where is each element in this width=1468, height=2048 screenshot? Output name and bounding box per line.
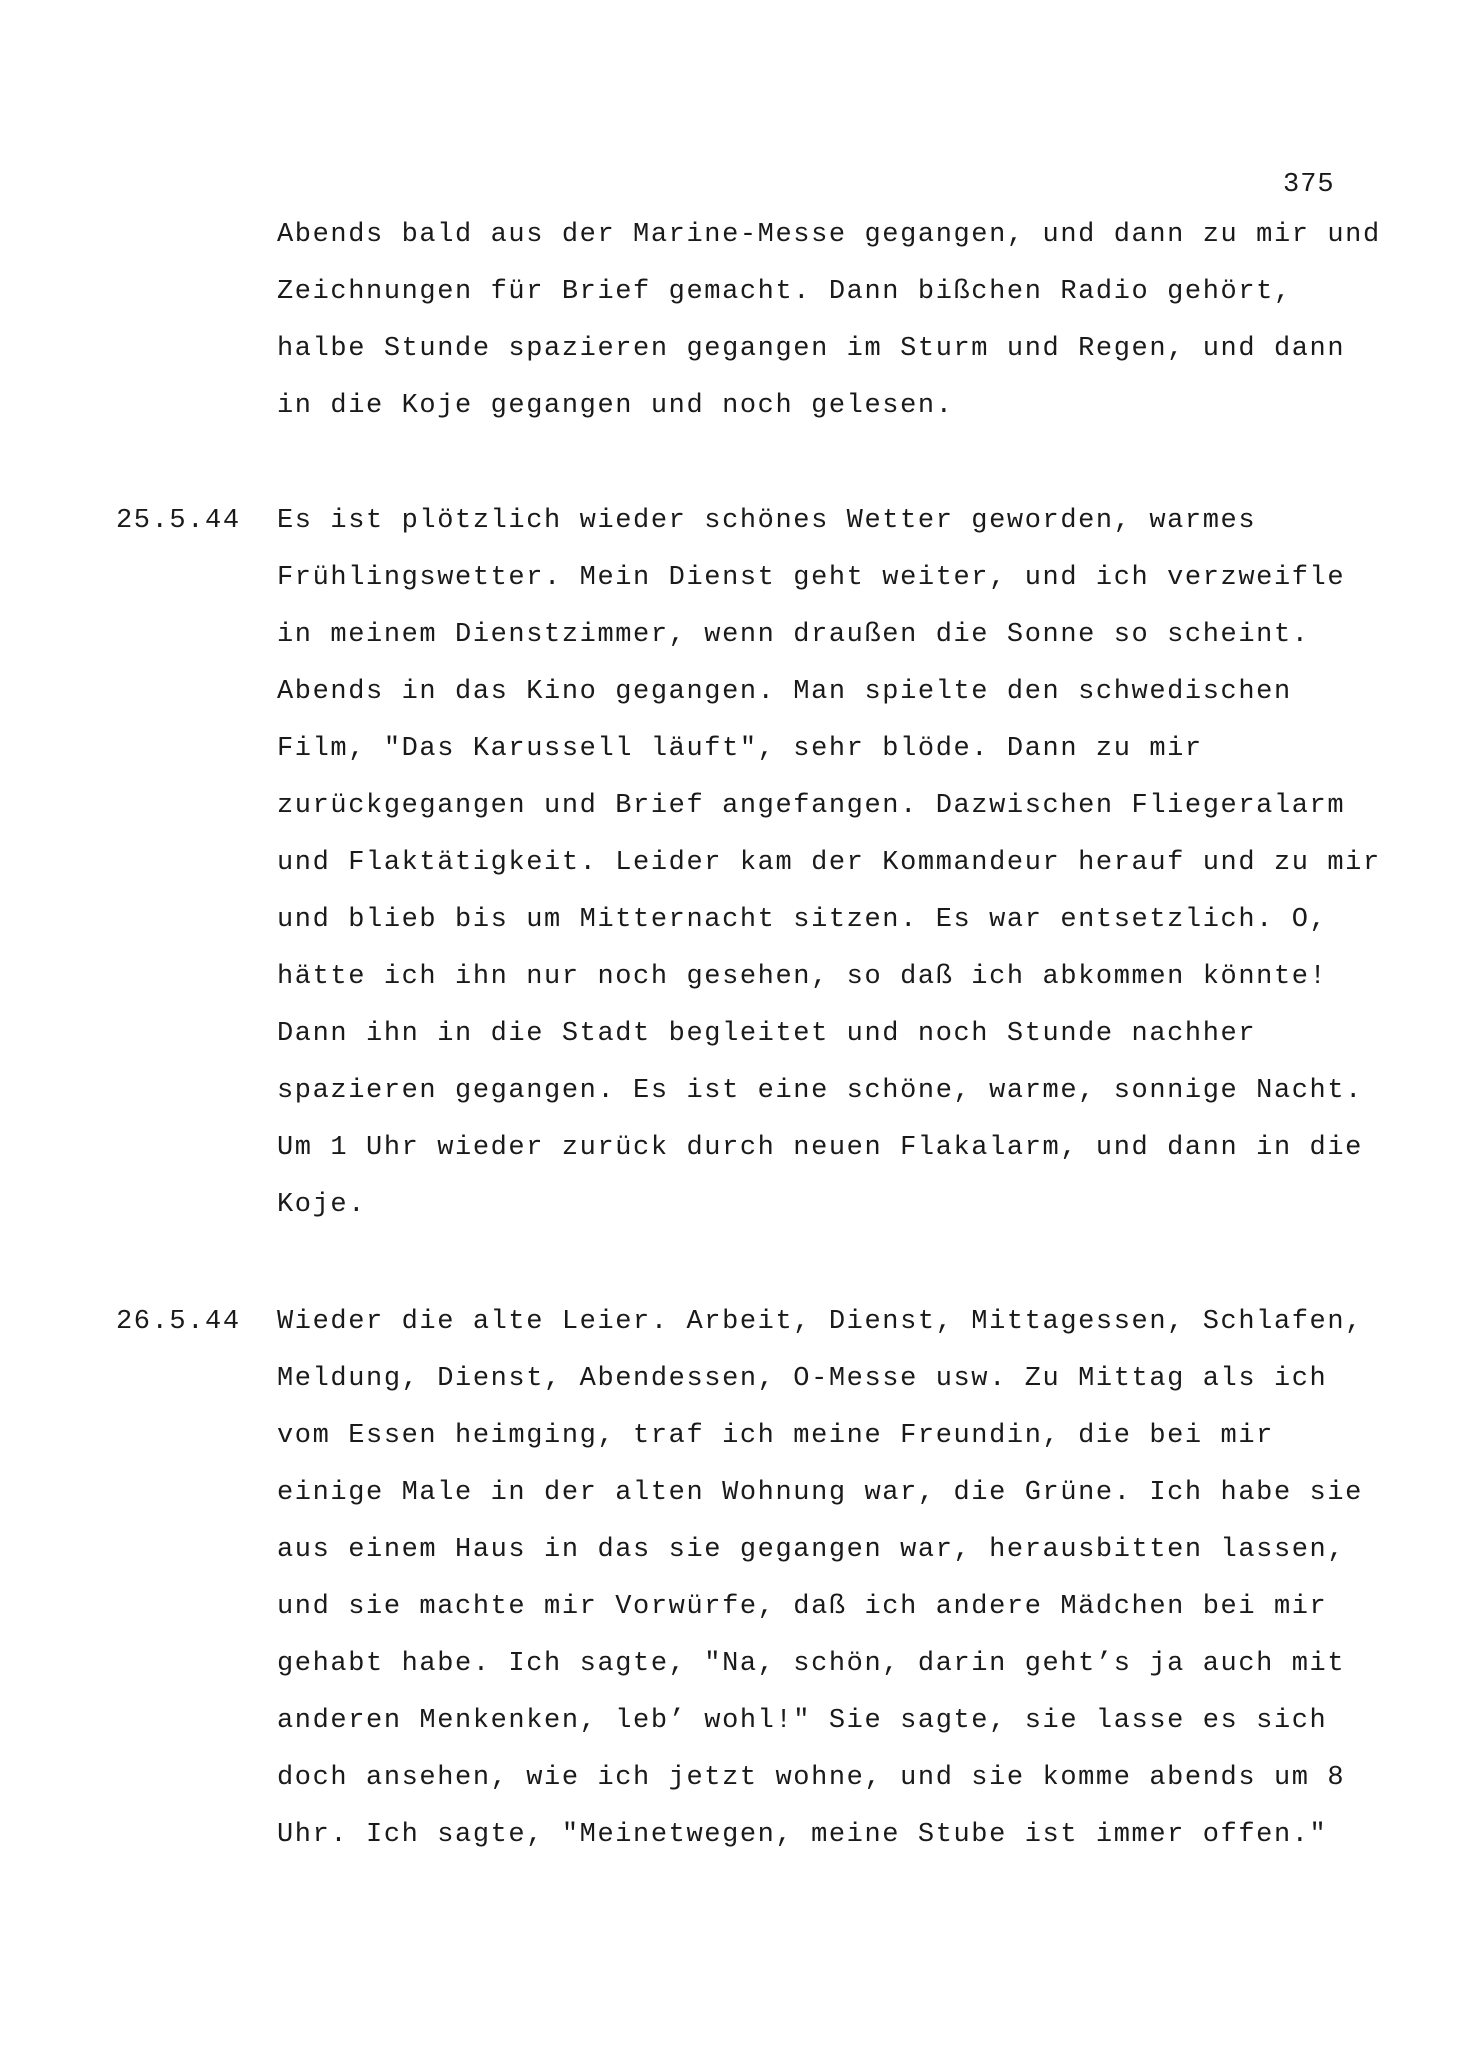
text-line: aus einem Haus in das sie gegangen war, herausbitten lassen, — [277, 1535, 1346, 1565]
text-line: halbe Stunde spazieren gegangen im Sturm und Regen, und dann — [277, 334, 1346, 364]
text-line: Es ist plötzlich wieder schönes Wetter geworden, warmes — [277, 506, 1257, 536]
entry-date: 25.5.44 — [116, 506, 241, 536]
text-line: doch ansehen, wie ich jetzt wohne, und sie komme abends um 8 — [277, 1763, 1346, 1793]
text-line: anderen Menkenken, leb’ wohl!" Sie sagte, sie lasse es sich — [277, 1706, 1328, 1736]
text-line: spazieren gegangen. Es ist eine schöne, warme, sonnige Nacht. — [277, 1076, 1363, 1106]
text-line: und Flaktätigkeit. Leider kam der Kommandeur herauf und zu mir — [277, 848, 1381, 878]
text-line: zurückgegangen und Brief angefangen. Dazwischen Fliegeralarm — [277, 791, 1346, 821]
text-line: Abends in das Kino gegangen. Man spielte den schwedischen — [277, 677, 1292, 707]
text-line: Wieder die alte Leier. Arbeit, Dienst, Mittagessen, Schlafen, — [277, 1307, 1363, 1337]
text-line: vom Essen heimging, traf ich meine Freundin, die bei mir — [277, 1421, 1274, 1451]
text-line: gehabt habe. Ich sagte, "Na, schön, darin geht’s ja auch mit — [277, 1649, 1346, 1679]
text-line: Koje. — [277, 1190, 367, 1220]
page-number: 375 — [1283, 170, 1335, 200]
text-line: Frühlingswetter. Mein Dienst geht weiter, und ich verzweifle — [277, 563, 1346, 593]
entry-text — [277, 1305, 1377, 1875]
text-line: einige Male in der alten Wohnung war, die Grüne. Ich habe sie — [277, 1478, 1363, 1508]
text-line: Dann ihn in die Stadt begleitet und noch Stunde nachher — [277, 1019, 1257, 1049]
text-line: hätte ich ihn nur noch gesehen, so daß ich abkommen könnte! — [277, 962, 1328, 992]
text-line: Abends bald aus der Marine-Messe gegangen, und dann zu mir und — [277, 220, 1381, 250]
text-line: in meinem Dienstzimmer, wenn draußen die Sonne so scheint. — [277, 620, 1310, 650]
text-line: in die Koje gegangen und noch gelesen. — [277, 391, 954, 421]
text-line: Film, "Das Karussell läuft", sehr blöde. Dann zu mir — [277, 734, 1203, 764]
text-line: Um 1 Uhr wieder zurück durch neuen Flakalarm, und dann in die — [277, 1133, 1363, 1163]
text-line: und blieb bis um Mitternacht sitzen. Es war entsetzlich. O, — [277, 905, 1328, 935]
entry-date: 26.5.44 — [116, 1307, 241, 1337]
text-line: Meldung, Dienst, Abendessen, O-Messe usw. Zu Mittag als ich — [277, 1364, 1328, 1394]
entry-text — [277, 504, 1381, 1245]
text-line: Zeichnungen für Brief gemacht. Dann bißchen Radio gehört, — [277, 277, 1292, 307]
text-line: Uhr. Ich sagte, "Meinetwegen, meine Stube ist immer offen." — [277, 1820, 1328, 1850]
entry-text — [277, 218, 1381, 446]
text-line: und sie machte mir Vorwürfe, daß ich andere Mädchen bei mir — [277, 1592, 1328, 1622]
